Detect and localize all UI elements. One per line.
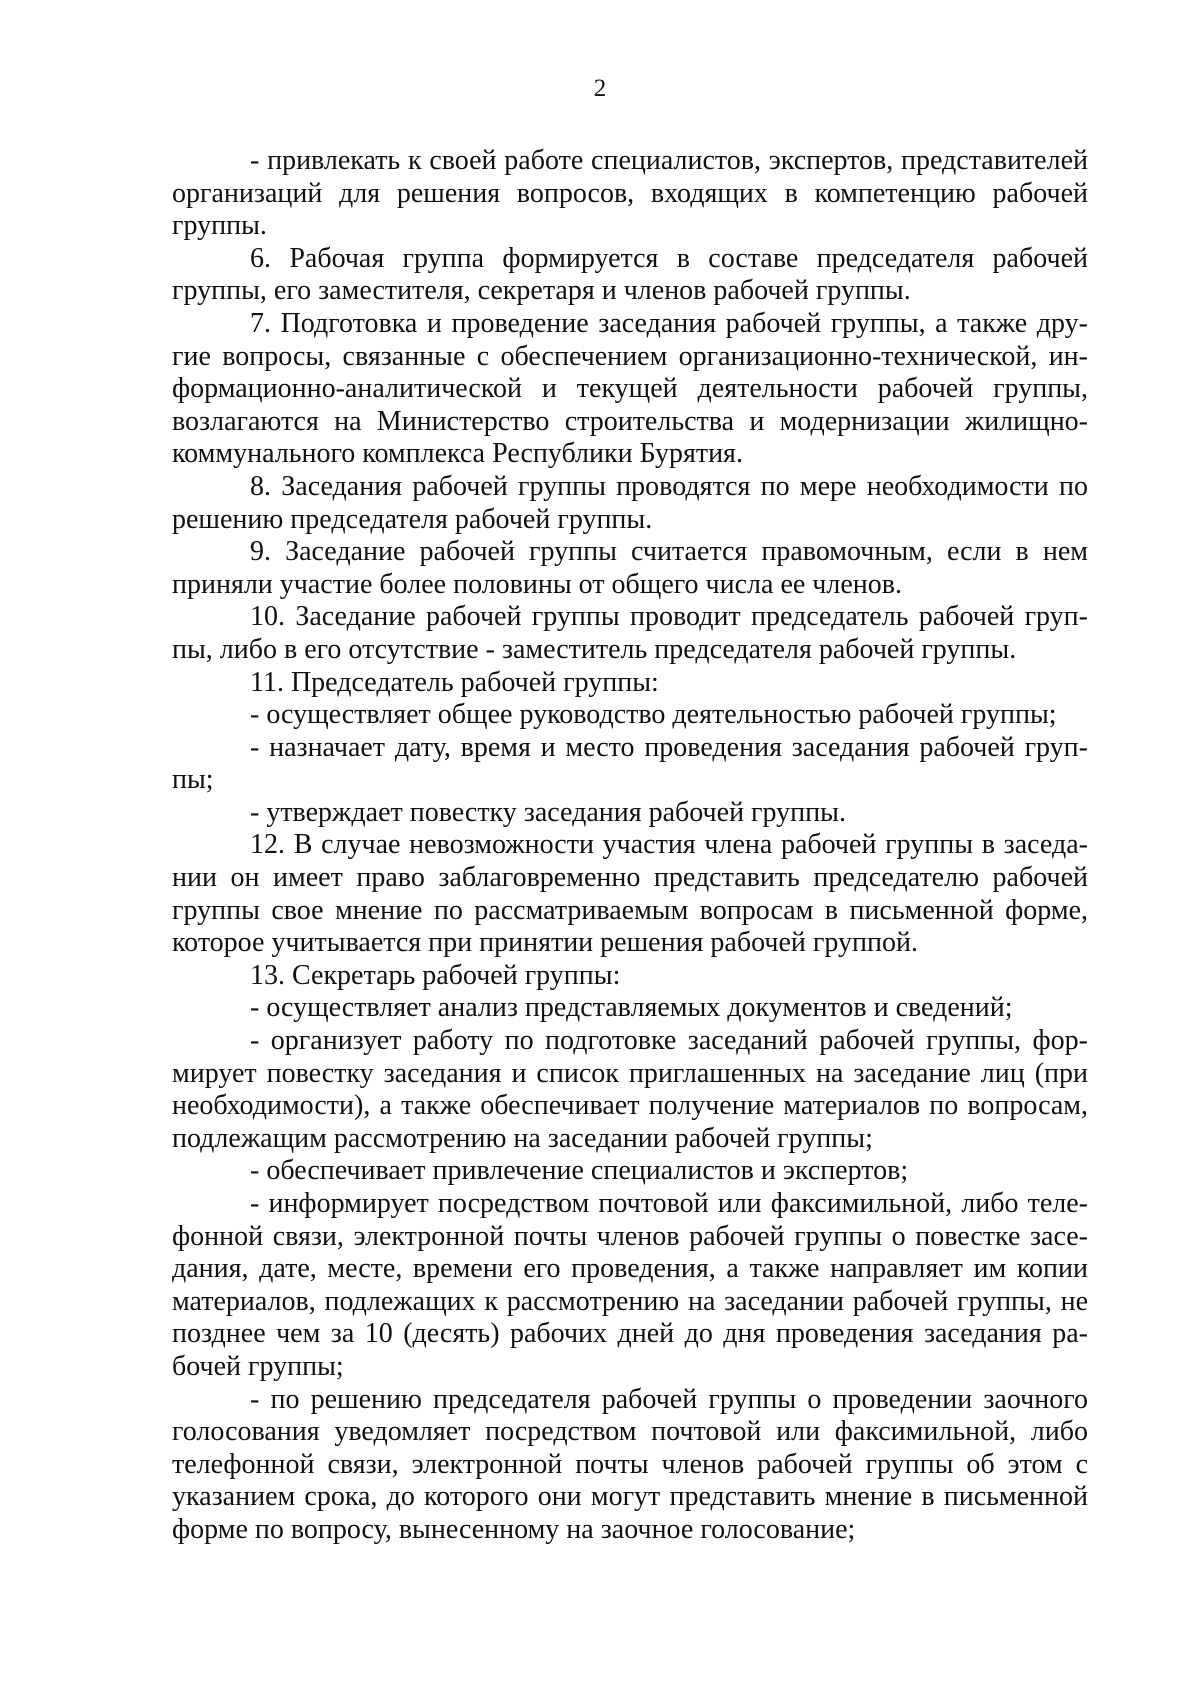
paragraph-9-quorum: 9. Заседание рабочей группы считается правомочным, если в нем приняли участие более половины от общего числа ее членов. <box>172 536 1088 600</box>
list-item-approves-agenda: - утверждает повестку заседания рабочей группы. <box>250 796 846 828</box>
list-item-general-management: - осуществляет общее руководство деятельностью рабочей группы; <box>250 699 1057 731</box>
list-item-analysis: - осуществляет анализ представляемых документов и сведений; <box>250 992 1013 1024</box>
document-body <box>172 145 1088 1547</box>
list-item-organizes-work: - организует работу по подготовке заседаний рабочей группы, формирует повестку заседания и список приглашенных на заседание лиц (при необходимости), а также обеспечивает получение материалов по вопросам, подлежащим рассмотрению на заседании рабочей группы; <box>172 1025 1088 1154</box>
paragraph-6-composition: 6. Рабочая группа формируется в составе председателя рабочей группы, его заместителя, секретаря и членов рабочей группы. <box>172 242 1088 307</box>
paragraph-involve-specialists: - привлекать к своей работе специалистов, экспертов, представителей организаций для решения вопросов, входящих в компетенцию рабочей группы. <box>172 145 1088 242</box>
paragraph-8-meetings: 8. Заседания рабочей группы проводятся по мере необходимости по решению председателя рабочей группы. <box>172 470 1088 535</box>
paragraph-12-absence: 12. В случае невозможности участия члена рабочей группы в заседании он имеет право заблаговременно представить председателю рабочей группы свое мнение по рассматриваемым вопросам в письменной форме, которое учитывается при принятии решения рабочей группой. <box>172 829 1088 959</box>
page-number: 2 <box>593 75 607 102</box>
list-item-informs-members: - информирует посредством почтовой или факсимильной, либо телефонной связи, электронной почты членов рабочей группы о повестке заседания, дате, месте, времени его проведения, а также направляет им копии материалов, подлежащих к рассмотрению на заседании рабочей группы, не позднее чем за 10 (десять) рабочих дней до дня проведения заседания рабочей группы; <box>172 1188 1088 1382</box>
paragraph-7-organization: 7. Подготовка и проведение заседания рабочей группы, а также другие вопросы, связанные с обеспечением организационно-технической, информационно-аналитической и текущей деятельности рабочей группы, возлагаются на Министерство строительства и модернизации жилищно-коммунального комплекса Республики Бурятия. <box>172 307 1088 470</box>
list-item-appoints-date: - назначает дату, время и место проведения заседания рабочей группы; <box>172 731 1088 796</box>
paragraph-13-secretary-heading: 13. Секретарь рабочей группы: <box>250 959 621 991</box>
paragraph-10-chairing: 10. Заседание рабочей группы проводит председатель рабочей группы, либо в его отсутствие - заместитель председателя рабочей группы. <box>172 601 1088 665</box>
list-item-involves-experts: - обеспечивает привлечение специалистов и экспертов; <box>250 1155 909 1187</box>
list-item-absentee-voting: - по решению председателя рабочей группы о проведении заочного голосования уведомляет посредством почтовой или факсимильной, либо телефонной связи, электронной почты членов рабочей группы об этом с указанием срока, до которого они могут представить мнение в письменной форме по вопросу, вынесенному на заочное голосование; <box>172 1383 1088 1545</box>
paragraph-11-chairman-heading: 11. Председатель рабочей группы: <box>250 666 659 698</box>
